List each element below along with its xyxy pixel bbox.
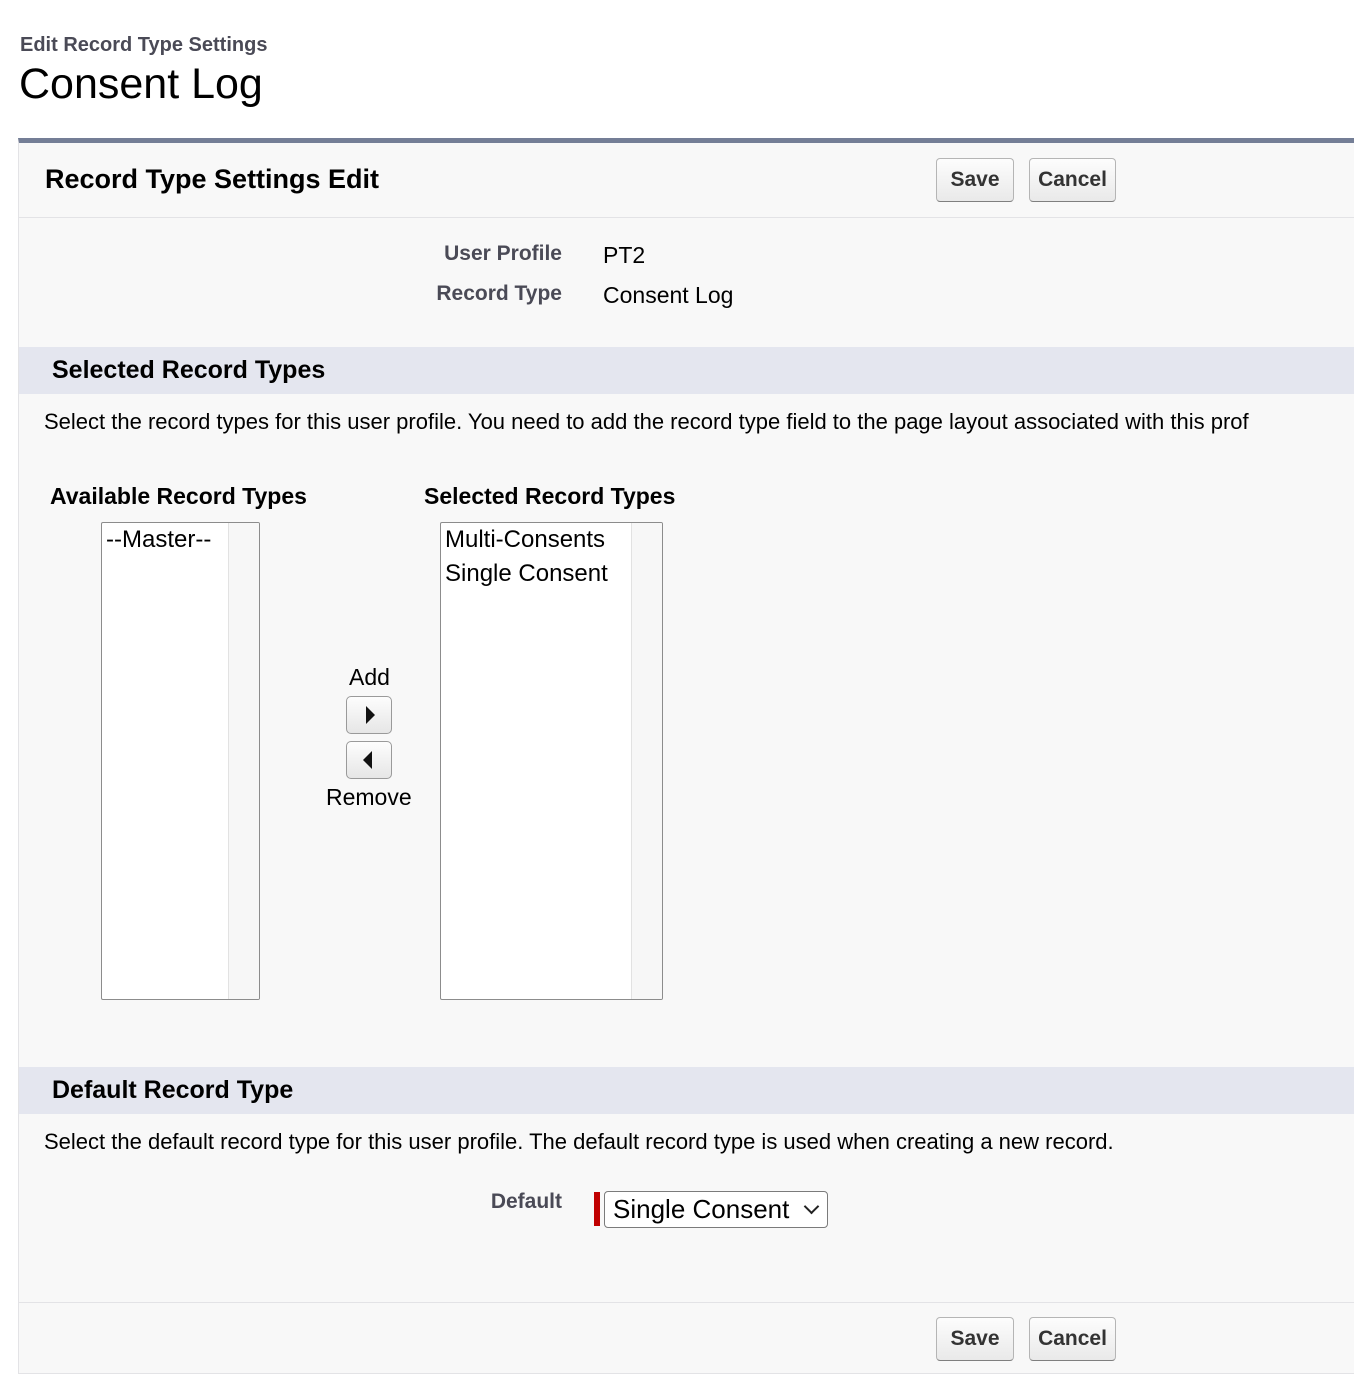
selected-section-description: Select the record types for this user profile. You need to add the record type field to the page layout associated with this prof — [44, 409, 1249, 434]
footer-divider — [19, 1302, 1354, 1303]
record-type-label: Record Type — [436, 282, 562, 305]
panel-title: Record Type Settings Edit — [45, 164, 380, 194]
record-type-value: Consent Log — [603, 282, 734, 308]
default-record-type-select[interactable] — [604, 1191, 828, 1228]
required-marker — [594, 1192, 600, 1226]
remove-label: Remove — [326, 784, 412, 810]
arrow-right-icon — [366, 706, 375, 724]
selected-list-scrollbar[interactable] — [631, 523, 662, 999]
available-record-types-list[interactable] — [101, 522, 260, 1000]
cancel-button-top[interactable]: Cancel — [1029, 158, 1116, 202]
default-label: Default — [490, 1190, 562, 1213]
divider — [19, 217, 1354, 218]
available-list-scrollbar[interactable] — [228, 523, 259, 999]
list-item-multi-consents[interactable]: Multi-Consents — [445, 526, 606, 553]
default-select-value: Single Consent — [613, 1194, 790, 1224]
user-profile-value: PT2 — [603, 242, 646, 268]
save-button-top[interactable]: Save — [936, 158, 1014, 202]
selected-record-types-list[interactable] — [440, 522, 663, 1000]
page-title: Consent Log — [19, 60, 263, 108]
available-list-label: Available Record Types — [50, 483, 307, 509]
section-header-selected — [19, 347, 1354, 394]
cancel-button-bottom[interactable]: Cancel — [1029, 1317, 1116, 1361]
list-item-master[interactable]: --Master-- — [106, 526, 212, 553]
chevron-down-icon — [804, 1199, 820, 1215]
remove-button[interactable] — [346, 741, 392, 779]
section-title-default: Default Record Type — [52, 1076, 294, 1104]
save-button-bottom[interactable]: Save — [936, 1317, 1014, 1361]
list-item-single-consent[interactable]: Single Consent — [445, 560, 608, 587]
selected-list-label: Selected Record Types — [424, 483, 676, 509]
page-subtitle: Edit Record Type Settings — [20, 34, 268, 56]
user-profile-label: User Profile — [444, 242, 562, 265]
section-title-selected: Selected Record Types — [52, 356, 326, 384]
default-section-description: Select the default record type for this user profile. The default record type is used when creating a new record. — [44, 1129, 1114, 1154]
add-button[interactable] — [346, 696, 392, 734]
arrow-left-icon — [363, 751, 372, 769]
add-label: Add — [349, 664, 390, 690]
section-header-default — [19, 1067, 1354, 1114]
